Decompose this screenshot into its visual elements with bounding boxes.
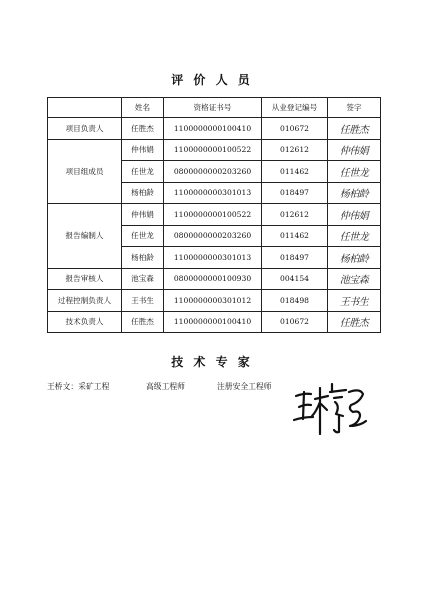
cert-cell: 1100000000100410 — [164, 118, 262, 140]
reg-cell: 012612 — [262, 139, 328, 161]
name-cell: 仲伟娟 — [122, 139, 164, 161]
handwritten-signature: 池宝森 — [339, 275, 369, 287]
reg-cell: 012612 — [262, 204, 328, 226]
expert-signature — [290, 372, 370, 442]
reg-cell: 018498 — [262, 290, 328, 312]
table-header-row — [48, 98, 381, 118]
name-cell: 池宝森 — [122, 268, 164, 290]
cert-cell: 1100000000301013 — [164, 247, 262, 269]
reg-cell: 018497 — [262, 182, 328, 204]
role-cell: 项目负责人 — [48, 118, 122, 140]
cert-cell: 1100000000100522 — [164, 204, 262, 226]
signature-cell — [328, 311, 381, 333]
table-row — [48, 139, 381, 161]
table-row — [48, 204, 381, 226]
signature-cell — [328, 268, 381, 290]
role-cell: 报告编制人 — [48, 204, 122, 269]
expert-section-title: 技 术 专 家 — [171, 355, 253, 369]
name-cell: 任胜杰 — [122, 311, 164, 333]
handwritten-signature: 王书生 — [339, 296, 369, 308]
handwritten-signature: 仲伟娟 — [339, 210, 369, 222]
name-cell: 任世龙 — [122, 161, 164, 183]
name-cell: 杨柏龄 — [122, 247, 164, 269]
page-title: 评 价 人 员 — [171, 73, 253, 87]
name-cell: 任世龙 — [122, 225, 164, 247]
role-cell: 报告审核人 — [48, 268, 122, 290]
role-cell: 过程控制负责人 — [48, 290, 122, 312]
name-cell: 任胜杰 — [122, 118, 164, 140]
reg-cell: 011462 — [262, 225, 328, 247]
handwritten-signature: 杨柏龄 — [339, 253, 369, 265]
handwritten-signature: 任世龙 — [339, 232, 369, 244]
evaluator-table — [47, 97, 381, 333]
reg-cell: 011462 — [262, 161, 328, 183]
cert-cell: 1100000000301013 — [164, 182, 262, 204]
header-role — [48, 98, 122, 118]
header-reg: 从业登记编号 — [262, 98, 328, 118]
reg-cell: 010672 — [262, 311, 328, 333]
signature-cell — [328, 247, 381, 269]
cert-cell: 1100000000100410 — [164, 311, 262, 333]
handwritten-signature: 杨柏龄 — [339, 189, 369, 201]
role-cell: 技术负责人 — [48, 311, 122, 333]
expert-cert-field: 注册安全工程师 — [217, 382, 272, 391]
reg-cell: 018497 — [262, 247, 328, 269]
role-cell: 项目组成员 — [48, 139, 122, 204]
signature-cell — [328, 225, 381, 247]
signature-cell — [328, 118, 381, 140]
signature-cell — [328, 182, 381, 204]
header-name: 姓名 — [122, 98, 164, 118]
cert-cell: 0800000000203260 — [164, 225, 262, 247]
table-row — [48, 118, 381, 140]
signature-cell — [328, 204, 381, 226]
cert-cell: 0800000000203260 — [164, 161, 262, 183]
table-row — [48, 268, 381, 290]
name-cell: 王书生 — [122, 290, 164, 312]
name-cell: 仲伟娟 — [122, 204, 164, 226]
table-row — [48, 290, 381, 312]
signature-cell — [328, 139, 381, 161]
cert-cell: 1100000000301012 — [164, 290, 262, 312]
signature-cell — [328, 290, 381, 312]
signature-cell — [328, 161, 381, 183]
handwritten-signature: 任胜杰 — [339, 318, 369, 330]
header-signature: 签字 — [328, 98, 381, 118]
cert-cell: 0800000000100930 — [164, 268, 262, 290]
handwritten-signature: 仲伟娟 — [339, 146, 369, 158]
reg-cell: 004154 — [262, 268, 328, 290]
cert-cell: 1100000000100522 — [164, 139, 262, 161]
handwritten-signature: 任世龙 — [339, 167, 369, 179]
name-cell: 杨柏龄 — [122, 182, 164, 204]
header-cert: 资格证书号 — [164, 98, 262, 118]
reg-cell: 010672 — [262, 118, 328, 140]
handwritten-signature: 任胜杰 — [339, 124, 369, 136]
expert-title-field: 高级工程师 — [146, 382, 185, 391]
table-row — [48, 311, 381, 333]
expert-name-field: 王桥文：采矿工程 — [47, 382, 110, 391]
